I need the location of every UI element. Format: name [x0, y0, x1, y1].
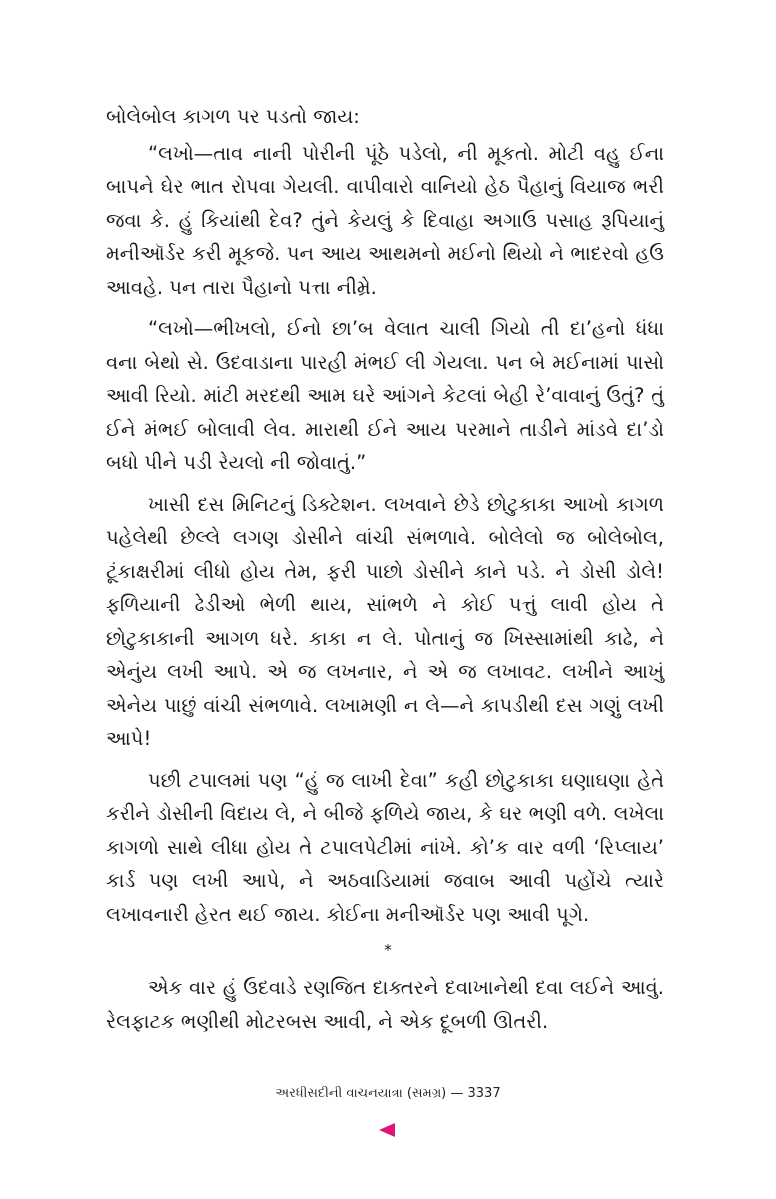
- paragraph-letter-1: “લખો—તાવ નાની પોરીની પૂંઠે પડેલો, ની મૂકતો. મોટી વહુ ઈના બાપને ઘેર ભાત રોપવા ગેયલી. વાપીવારો વાનિયો હેઠ પૈહાનું વિયાજ ભરી જવા કે. હું કિયાંથી દેવ? તુંને કેયલું કે દિવાહા અગાઉ પસાહ રૂપિયાનું મનીઑર્ડર કરી મૂકજે. પન આય આથમનો મઈનો થિયો ને ભાદરવો હઉ આવહે. પન તારા પૈહાનો પત્તા નીમ્રે.: [106, 141, 664, 299]
- paragraph-dictation: ખાસી દસ મિનિટનું ડિક્ટેશન. લખવાને છેડે છોટુકાકા આખો કાગળ પહેલેથી છેલ્લે લગણ ડોસીને વાંચી સંભળાવે. બોલેલો જ બોલેબોલ, ટૂંકાક્ષરીમાં લીધો હોય તેમ, ફરી પાછો ડોસીને કાને પડે. ને ડોસી ડોલે! ફળિયાની ઢેડીઓ ભેળી થાય, સાંભળે ને કોઈ પત્તું લાવી હોય તે છોટુકાકાની આગળ ધરે. કાકા ન લે. પોતાનું જ ખિસ્સામાંથી કાઢે, ને એનુંય લખી આપે. એ જ લખનાર, ને એ જ લખાવટ. લખીને આખું એનેય પાછું વાંચી સંભળાવે. લખામણી ન લે—ને કાપડીથી દસ ગણું લખી આપે!: [106, 492, 664, 750]
- paragraph-udvada: એક વાર હું ઉદવાડે રણજિત દાક્તરને દવાખાનેથી દવા લઈને આવું. રેલફાટક ભણીથી મોટરબસ આવી, ને એક દૂબળી ઊતરી.: [106, 976, 664, 1033]
- paragraph-intro: બોલેબોલ કાગળ પર પડતો જાય:: [106, 105, 360, 128]
- paragraph-post: પછી ટપાલમાં પણ “હું જ લાખી દેવા” કહી છોટુકાકા ઘણાઘણા હેતે કરીને ડોસીની વિદાય લે, ને બીજે ફળિયે જાય, કે ઘર ભણી વળે. લખેલા કાગળો સાથે લીધા હોય તે ટપાલપેટીમાં નાંખે. કો’ક વાર વળી ‘રિપ્લાય’ કાર્ડ પણ લખી આપે, ને અઠવાડિયામાં જવાબ આવી પહોંચે ત્યારે લખાવનારી હેરત થઈ જાય. કોઈના મનીઑર્ડર પણ આવી પૂગે.: [106, 768, 664, 926]
- section-separator: *: [384, 941, 392, 959]
- body-text: [0, 100, 776, 1046]
- page-footer: અરધીસદીની વાચનયાત્રા (સમગ્ર) — 3337: [275, 1086, 501, 1101]
- triangle-left-icon[interactable]: [379, 1123, 395, 1137]
- paragraph-letter-2: “લખો—ભીખલો, ઈનો છા’બ વેલાત ચાલી ગિયો તી દા’હનો ધંધા વના બેથો સે. ઉદવાડાના પારહી મંભઈ લી ગેયલા. પન બે મઈનામાં પાસો આવી રિયો. માંટી મરદથી આમ ઘરે આંગને કેટલાં બેહી રે’વાવાનું ઉતું? તું ઈને મંભઈ બોલાવી લેવ. મારાથી ઈને આય પરમાને તાડીને માંડવે દા’ડો બધો પીને પડી રેયલો ની જોવાતું.”: [106, 317, 664, 474]
